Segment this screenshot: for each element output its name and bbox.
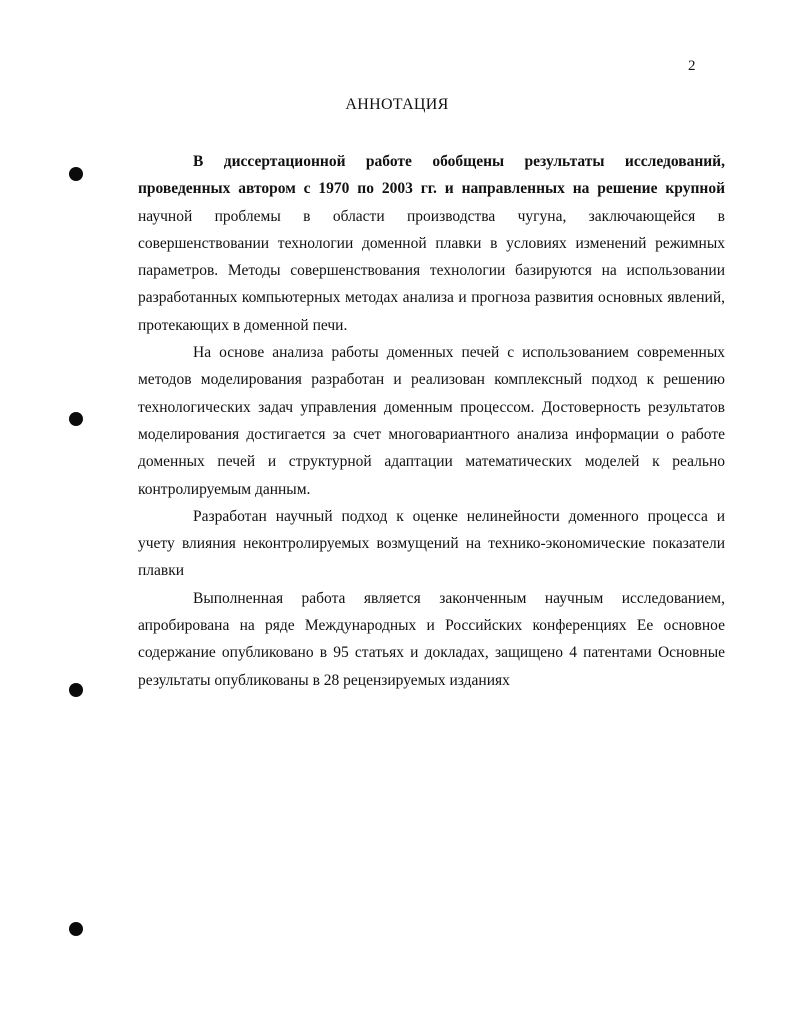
binder-hole bbox=[69, 412, 83, 426]
binder-hole bbox=[69, 683, 83, 697]
paragraph-1 bbox=[138, 148, 725, 339]
binder-hole bbox=[69, 922, 83, 936]
paragraph-1-rest: научной проблемы в области производства чугуна, заключающейся в совершенствовании технологии доменной плавки в условиях изменений режимных параметров. Методы совершенствования технологии базируются на использовании разработанных компьютерных методах анализа и прогноза развития основных явлений, протекающих в доменной печи. bbox=[138, 207, 725, 334]
paragraph-2: На основе анализа работы доменных печей с использованием современных методов моделирования разработан и реализован комплексный подход к решению технологических задач управления доменным процессом. Достоверность результатов моделирования достигается за счет многовариантного анализа информации о работе доменных печей и структурной адаптации математических моделей к реально контролируемым данным. bbox=[138, 344, 725, 498]
page-number: 2 bbox=[688, 58, 696, 74]
paragraph-3: Разработан научный подход к оценке нелинейности доменного процесса и учету влияния неконтролируемых возмущений на технико-экономические показатели плавки bbox=[138, 507, 725, 580]
page-title: АННОТАЦИЯ bbox=[345, 96, 449, 113]
abstract-body bbox=[138, 148, 725, 694]
binder-hole bbox=[69, 167, 83, 181]
paragraph-1-bold: В диссертационной работе обобщены результаты исследований, проведенных автором с 1970 по 2003 гг. и направленных на решение крупной bbox=[138, 153, 725, 198]
paragraph-4: Выполненная работа является законченным научным исследованием, апробирована на ряде Международных и Российских конференциях Ее основное содержание опубликовано в 95 статьях и докладах, защищено 4 патентами Основные результаты опубликованы в 28 рецензируемых изданиях bbox=[138, 589, 725, 689]
